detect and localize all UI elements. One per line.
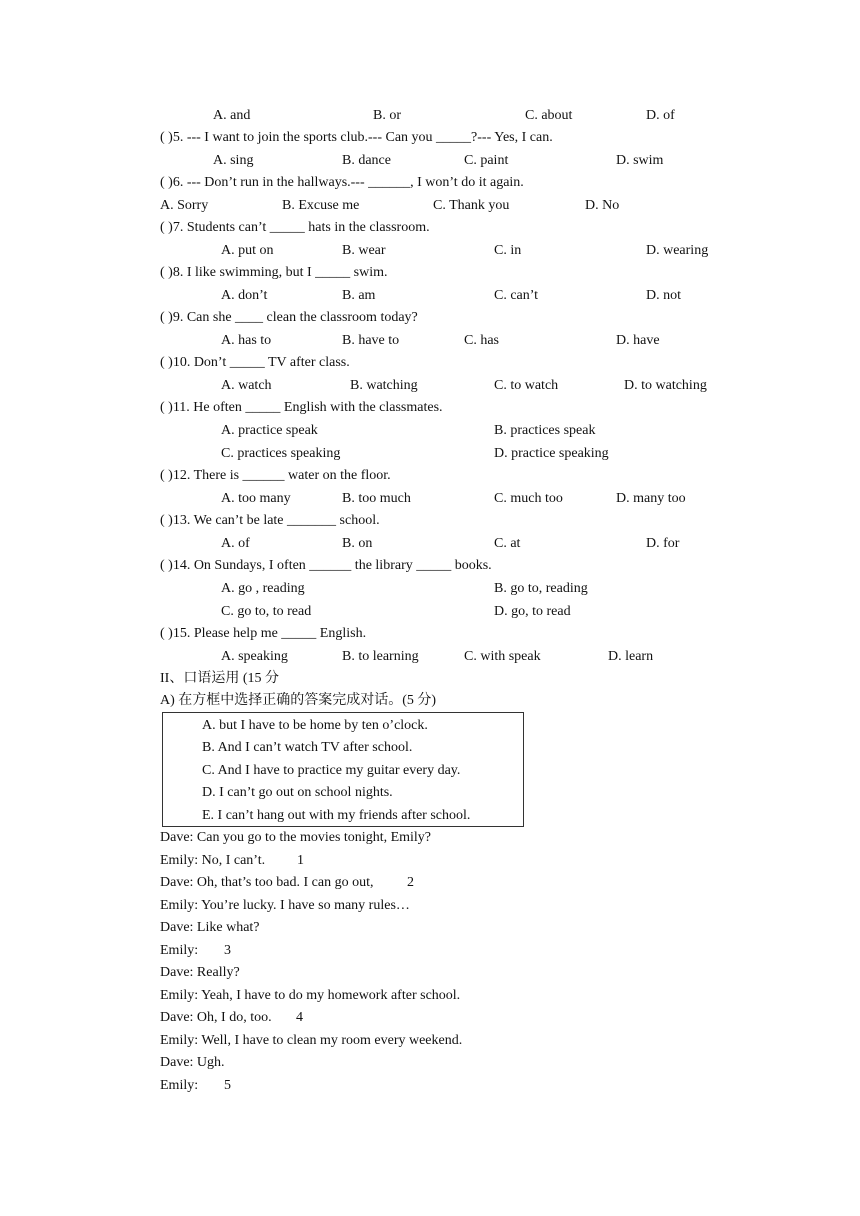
option: B. dance — [342, 153, 391, 168]
choice-item: C. And I have to practice my guitar every day. — [202, 763, 461, 778]
blank-number: 4 — [296, 1010, 303, 1025]
choice-item: A. but I have to be home by ten o’clock. — [202, 718, 428, 733]
option: D. swim — [616, 153, 664, 168]
option: D. not — [646, 288, 681, 303]
option: C. has — [464, 333, 499, 348]
option: B. Excuse me — [282, 198, 360, 213]
option: D. wearing — [646, 243, 709, 258]
option: B. am — [342, 288, 376, 303]
choice-item: B. And I can’t watch TV after school. — [202, 740, 413, 755]
option: A. don’t — [221, 288, 268, 303]
option: C. in — [494, 243, 522, 258]
option: D. of — [646, 108, 675, 123]
option: C. at — [494, 536, 521, 551]
option: A. go , reading — [221, 581, 305, 596]
option: C. Thank you — [433, 198, 510, 213]
choice-item: D. I can’t go out on school nights. — [202, 785, 393, 800]
option: B. or — [373, 108, 401, 123]
exam-page: A. and B. or C. about D. of ( )5. --- I want to join the sports club.--- Can you _____?--- Yes, I can. A. sing B. dance C. paint D. swim ( )6. --- Don’t run in the hallways.--- ______, I won’t do it again. A. Sorry B. Excuse me C. Thank you D. No ( )7. Students can’t _____ hats in the classroom. A. put on B. wear C. in D. wearing ( )8. I like swimming, but I _____ swim. A. don’t B. am C. can’t D. not ( )9. Can she ____ clean the classroom today? A. has to B. have to C. has D. have ( )10. Don’t _____ TV after class. A. watch B. watching C. to watch D. to watching ( )11. He often _____ English with the classmates. A. practice speak B. practices speak C. practices speaking D. practice speaking ( )12. There is ______ water on the floor. A. too many B. too much C. much too D. many too ( )13. We can’t be late _______ school. A. of B. on C. at D. for ( )14. On Sundays, I often ______ the library _____ books. A. go , reading B. go to, reading C. go to, to read D. go, to read ( )15. Please help me _____ English. A. speaking B. to learning C. with speak D. learn II、口语运用 (15 分 A) 在方框中选择正确的答案完成对话。(5 分) A. but I have to be home by ten o’clock. B. And I can’t watch TV after school. C. And I have to practice my guitar every day. D. I can’t go out on school nights. E. I can’t hang out with my friends after school. Dave: Can you go to the movies tonight, Emily? Emily: No, I can’t. 1 Dave: Oh, that’s too bad. I can go out, 2 Emily: You’re lucky. I have so many rules… Dave: Like what? Emily: 3 Dave: Really? Emily: Yeah, I have to do my homework after school. Dave: Oh, I do, too. 4 Emily: Well, I have to clean my room every weekend. Dave: Ugh. Emily: 5 — [0, 0, 860, 1216]
option: A. has to — [221, 333, 272, 348]
option: B. to learning — [342, 649, 419, 664]
option: C. can’t — [494, 288, 539, 303]
option: A. speaking — [221, 649, 288, 664]
option: A. Sorry — [160, 198, 209, 213]
option: B. go to, reading — [494, 581, 588, 596]
option: B. have to — [342, 333, 400, 348]
option: D. for — [646, 536, 680, 551]
blank-number: 5 — [224, 1078, 231, 1093]
option: C. much too — [494, 491, 563, 506]
option: D. No — [585, 198, 620, 213]
option: B. practices speak — [494, 423, 596, 438]
option: A. sing — [213, 153, 254, 168]
option: D. to watching — [624, 378, 707, 393]
option: A. put on — [221, 243, 274, 258]
option: B. too much — [342, 491, 411, 506]
blank-number: 1 — [297, 853, 304, 868]
option: D. go, to read — [494, 604, 571, 619]
option: D. practice speaking — [494, 446, 609, 461]
option: D. have — [616, 333, 660, 348]
choice-item: E. I can’t hang out with my friends after school. — [202, 808, 471, 823]
option: C. to watch — [494, 378, 559, 393]
blank-number: 2 — [407, 875, 414, 890]
option: C. practices speaking — [221, 446, 341, 461]
option: C. go to, to read — [221, 604, 312, 619]
blank-number: 3 — [224, 943, 231, 958]
option: D. learn — [608, 649, 654, 664]
option: B. watching — [350, 378, 418, 393]
option: C. about — [525, 108, 573, 123]
option: A. of — [221, 536, 250, 551]
option: C. with speak — [464, 649, 541, 664]
option: A. practice speak — [221, 423, 318, 438]
answer-choices-box — [162, 712, 524, 827]
option: A. watch — [221, 378, 272, 393]
option: D. many too — [616, 491, 686, 506]
option: A. too many — [221, 491, 291, 506]
option: B. wear — [342, 243, 386, 258]
option: C. paint — [464, 153, 509, 168]
option: A. and — [213, 108, 251, 123]
option: B. on — [342, 536, 373, 551]
